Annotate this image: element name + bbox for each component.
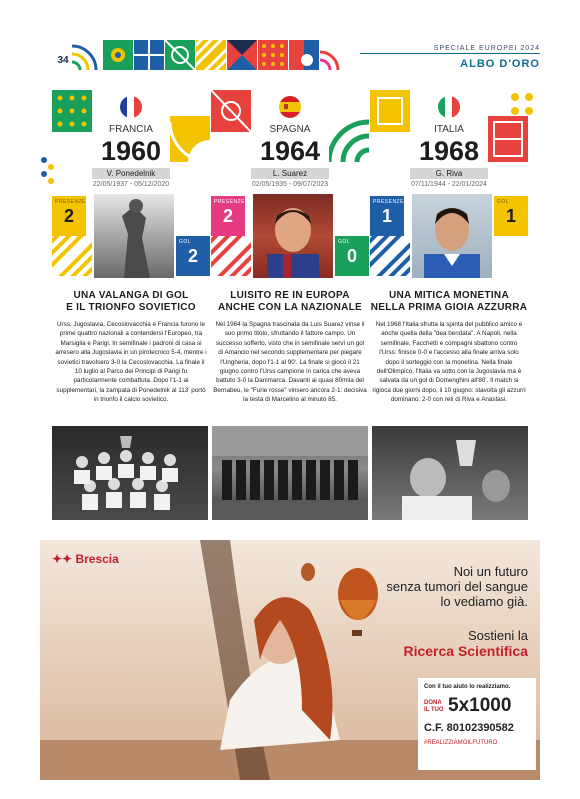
column-1960 [52, 90, 210, 410]
presenze-label: PRESENZE [373, 199, 404, 205]
spain-flag-icon [279, 96, 301, 118]
article-body: Nel 1968 l'Italia sfrutta la spinta del pubblico amico e anche quella della "dea bendata". A Napoli, nella semifinale, Facchetti e compagni sbattono contro l'Urss: finisce 0-0 e l'accesso alla finale arriva solo dopo il sorteggio con la monetina. Nella finale dell'Olimpico, l'Italia va sotto con la Jugoslavia ma è salvata da un gol di Domenghini all'80'. Il match si rigioca due giorni dopo, il 10 giugno: stavolta gli azzurri dominano: 2-0 con reti di Riva e Anastasi. [372, 321, 526, 404]
year: 1968 [418, 136, 480, 166]
ad-headline [330, 564, 528, 609]
ad-logo [52, 552, 119, 566]
section-label: SPECIALE EUROPEI 2024 [433, 45, 540, 52]
donation-amount: 5x1000 [448, 695, 512, 716]
stripes-decoration [211, 236, 251, 276]
article-headline [211, 290, 369, 314]
arc-tile [72, 40, 102, 70]
article-body: Urss, Jugoslavia, Cecoslovacchia e Francia furono le prime quattro nazionali a contendersi l'Europeo, tra Marsiglia e Parigi. In semifinale i padroni di casa si arresero alla Jugoslavia in un pirotecnico 5-4, mentre i sovietici travolsero 3-0 la Cecoslovacchia. La finale il 10 luglio al Parco dei Principi di Parigi fu particolarmente combattuta. Dopo l'1-1 ai supplementari, la zampata di Ponedelnik al 113' portò in trionfo il calcio sovietico. [55, 321, 207, 404]
yellow-dots-decoration [510, 92, 536, 118]
ball-tile [103, 40, 133, 70]
player-name: V. Ponedelnik [92, 168, 170, 179]
donation-label: DONA IL TUO [424, 700, 444, 713]
player-dates: 07/11/1944 - 22/01/2024 [411, 181, 487, 188]
riva-photo [412, 194, 492, 278]
hex-dots-decoration [40, 156, 54, 186]
headline-line-2: ANCHE CON LA NAZIONALE [217, 302, 362, 313]
headline-line-2: NELLA PRIMA GIOIA AZZURRA [370, 302, 528, 313]
player-dates: 22/05/1937 - 05/12/2020 [92, 181, 170, 188]
gol-box [494, 196, 528, 236]
article-headline [370, 290, 528, 314]
presenze-label: PRESENZE [55, 199, 86, 205]
gol-value: 1 [505, 206, 516, 226]
ail-logo-icon: ✦✦ [52, 552, 73, 566]
donation-cf: C.F. 80102390582 [424, 722, 514, 734]
stripe-tile [196, 40, 226, 70]
country-name: ITALIA [434, 124, 464, 135]
article-body: Nel 1964 la Spagna trascinata da Luis Suarez vinse il suo primo titolo, sfruttando il fattore campo. Un successo sofferto, visto che in semifinale servì un gol di Amancio nel secondo supplementare per piegare l'Ungheria, dopo l'1-1 al 90'. La finale si giocò il 21 giugno contro l'Urss campione in carica che aveva battuto 3-0 la Danimarca. Davanti ai quasi 80mila del Bernabeu, le "Furie rosse" vinsero ancora 2-1: decisiva la testa di Marcelino al minuto 85. [213, 321, 367, 404]
header-rule [360, 53, 540, 54]
player-name: G. Riva [410, 168, 488, 179]
player-dates: 02/05/1935 - 09/07/2023 [251, 181, 329, 188]
arc-tile-2 [320, 40, 350, 70]
ad-cta [330, 628, 528, 659]
ad-logo-text: Brescia [75, 552, 119, 566]
country-name: SPAGNA [269, 124, 311, 135]
ball-corner-tile [289, 40, 319, 70]
pitch-tile [165, 40, 195, 70]
ad-headline-line-1: Noi un futuro [453, 564, 528, 579]
spain-team-photo [212, 426, 368, 520]
ad-headline-line-2: senza tumori del sangue [386, 579, 528, 594]
presenze-box [370, 196, 404, 236]
gol-label: GOL [338, 239, 351, 245]
presenze-box [52, 196, 86, 236]
gol-value: 0 [346, 246, 357, 266]
presenze-value: 2 [222, 206, 233, 226]
stripes-decoration [370, 236, 410, 276]
headline-line-1: UNA MITICA MONETINA [389, 290, 509, 301]
year: 1964 [259, 136, 321, 166]
gol-label: GOL [497, 199, 510, 205]
presenze-label: PRESENZE [214, 199, 245, 205]
grid-tile [134, 40, 164, 70]
donation-intro: Con il tuo aiuto lo realizziamo. [424, 684, 511, 690]
headline-line-2: E IL TRIONFO SOVIETICO [66, 302, 196, 313]
ad-hashtag: #REALIZZIAMOILFUTURO [424, 740, 498, 746]
gol-box [335, 236, 369, 276]
stripes-decoration [52, 236, 92, 276]
italy-celebration-photo [372, 426, 528, 520]
presenze-value: 1 [381, 206, 392, 226]
column-1968 [370, 90, 528, 410]
player-name: L. Suarez [251, 168, 329, 179]
dots-tile [258, 40, 288, 70]
year: 1960 [100, 136, 162, 166]
section-title: ALBO D'ORO [460, 58, 540, 70]
italy-flag-icon [438, 96, 460, 118]
suarez-photo [253, 194, 333, 278]
page-number: 34 [57, 55, 69, 66]
gol-label: GOL [179, 239, 192, 245]
triangle-tile [227, 40, 257, 70]
ussr-team-photo [52, 426, 208, 520]
headline-line-1: UNA VALANGA DI GOL [73, 290, 189, 301]
donation-box [418, 678, 536, 770]
headline-line-1: LUISITO RE IN EUROPA [230, 290, 350, 301]
column-1964 [211, 90, 369, 410]
charity-advertisement [40, 540, 540, 780]
presenze-box [211, 196, 245, 236]
article-headline [52, 290, 210, 314]
ad-headline-line-3: lo vediamo già. [440, 594, 528, 609]
statue-photo [94, 194, 174, 278]
france-flag-icon [120, 96, 142, 118]
presenze-value: 2 [63, 206, 74, 226]
gol-value: 2 [187, 246, 198, 266]
gol-box [176, 236, 210, 276]
ad-cta-line-1: Sostieni la [468, 628, 528, 643]
country-name: FRANCIA [109, 124, 153, 135]
ad-cta-line-2: Ricerca Scientifica [403, 643, 528, 659]
